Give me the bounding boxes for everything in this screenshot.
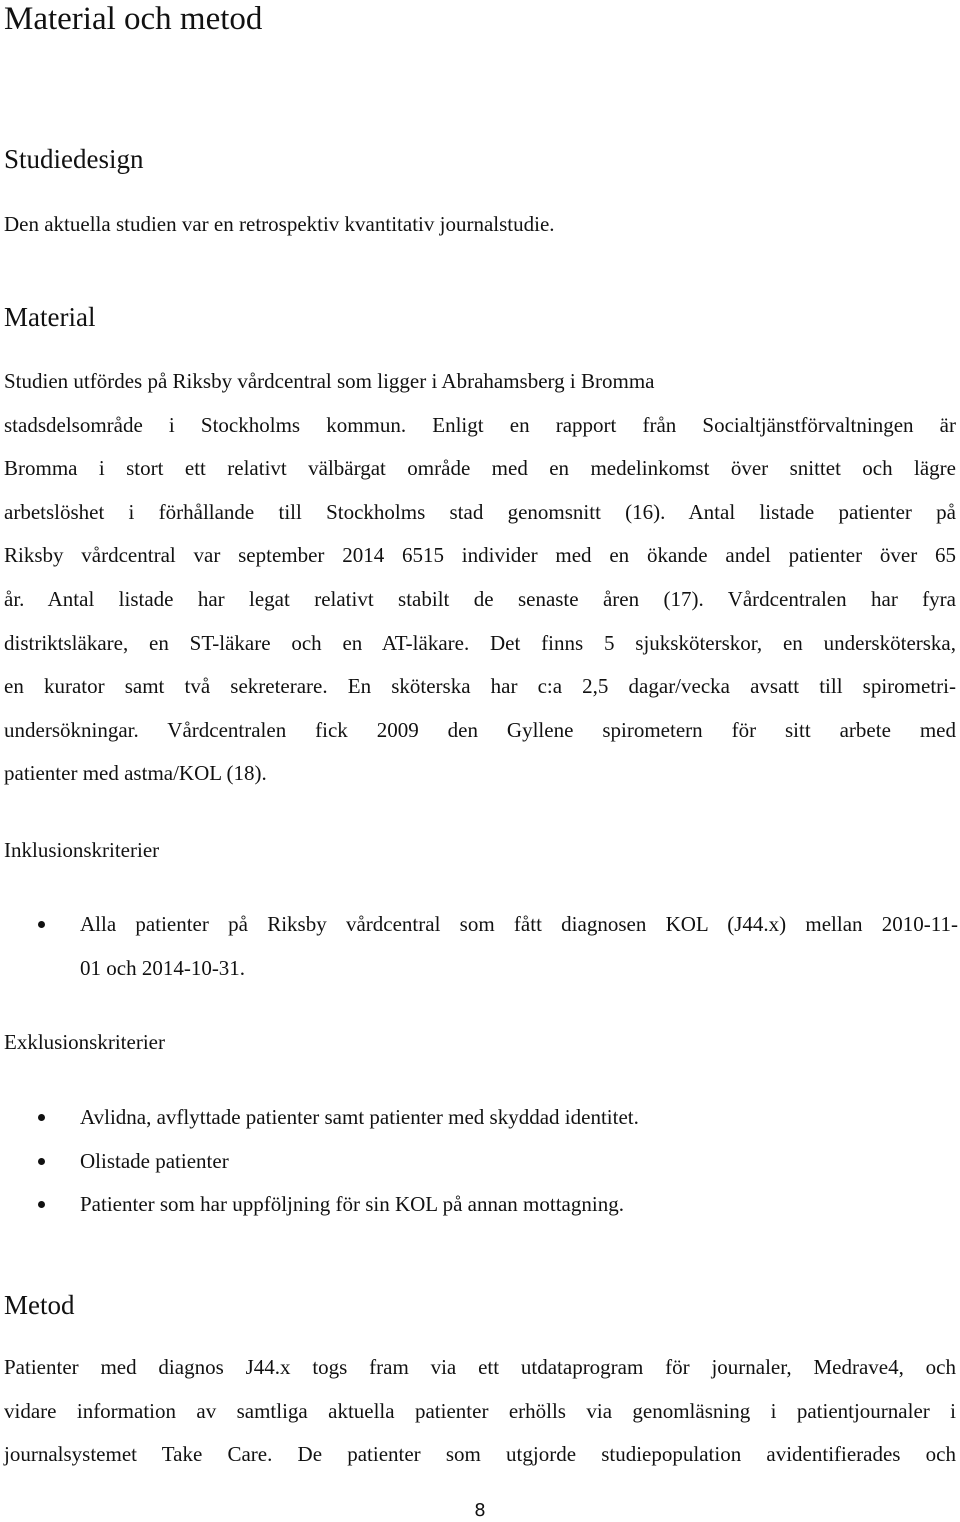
heading-inklusionskriterier: Inklusionskriterier bbox=[4, 838, 160, 862]
text-line: undersökningar. Vårdcentralen fick 2009 den Gyllene spirometern för sitt arbete med bbox=[4, 717, 956, 742]
exclusion-list bbox=[0, 1096, 639, 1227]
list-item bbox=[0, 1140, 639, 1184]
text-line: Patienter med diagnos J44.x togs fram via ett utdataprogram för journaler, Medrave4, och bbox=[4, 1355, 956, 1379]
text-line: Avlidna, avflyttade patienter samt patienter med skyddad identitet. bbox=[80, 1105, 639, 1129]
text-line: arbetslöshet i förhållande till Stockholms stad genomsnitt (16). Antal listade patienter på bbox=[4, 499, 956, 524]
text-line: en kurator samt två sekreterare. En sköterska har c:a 2,5 dagar/vecka avsatt till spirometri- bbox=[4, 674, 956, 699]
text-line: Alla patienter på Riksby vårdcentral som fått diagnosen KOL (J44.x) mellan 2010-11- bbox=[80, 912, 958, 936]
text-line: vidare information av samtliga aktuella patienter erhölls via genomläsning i patientjournaler i bbox=[4, 1398, 956, 1423]
text-line: Olistade patienter bbox=[80, 1148, 229, 1173]
bullet-icon bbox=[38, 1114, 45, 1121]
paragraph-material bbox=[4, 360, 956, 796]
bullet-icon bbox=[38, 921, 45, 928]
text-line: stadsdelsområde i Stockholms kommun. Enligt en rapport från Socialtjänstförvaltningen är bbox=[4, 412, 956, 437]
text-line: distriktsläkare, en ST-läkare och en AT-läkare. Det finns 5 sjuksköterskor, en undersköterska, bbox=[4, 630, 956, 655]
heading-metod: Metod bbox=[4, 1290, 75, 1320]
heading-studiedesign: Studiedesign bbox=[4, 144, 144, 174]
text-line: 01 och 2014-10-31. bbox=[80, 955, 246, 980]
heading-exklusionskriterier: Exklusionskriterier bbox=[4, 1030, 165, 1054]
text-line: år. Antal listade har legat relativt stabilt de senaste åren (17). Vårdcentralen har fyra bbox=[4, 586, 956, 611]
list-item bbox=[0, 1183, 639, 1227]
heading-material: Material bbox=[4, 302, 96, 332]
page-number: 8 bbox=[474, 1500, 486, 1521]
text-line: patienter med astma/KOL (18). bbox=[4, 761, 267, 786]
inclusion-list bbox=[0, 903, 958, 990]
text-line: Bromma i stort ett relativt välbärgat område med en medelinkomst över snittet och lägre bbox=[4, 456, 956, 481]
text-line: journalsystemet Take Care. De patienter som utgjorde studiepopulation avidentifierades och bbox=[4, 1442, 956, 1467]
text-line: Studien utfördes på Riksby vårdcentral som ligger i Abrahamsberg i Bromma bbox=[4, 369, 655, 393]
list-item bbox=[0, 1096, 639, 1140]
bullet-icon bbox=[38, 1158, 45, 1165]
paragraph-studiedesign: Den aktuella studien var en retrospektiv kvantitativ journalstudie. bbox=[4, 212, 555, 236]
text-line: Riksby vårdcentral var september 2014 6515 individer med en ökande andel patienter över 65 bbox=[4, 543, 956, 568]
chapter-title: Material och metod bbox=[4, 1, 263, 37]
paragraph-metod bbox=[4, 1346, 956, 1477]
bullet-icon bbox=[38, 1201, 45, 1208]
text-line: Patienter som har uppföljning för sin KOL på annan mottagning. bbox=[80, 1192, 624, 1217]
list-item bbox=[0, 903, 958, 990]
